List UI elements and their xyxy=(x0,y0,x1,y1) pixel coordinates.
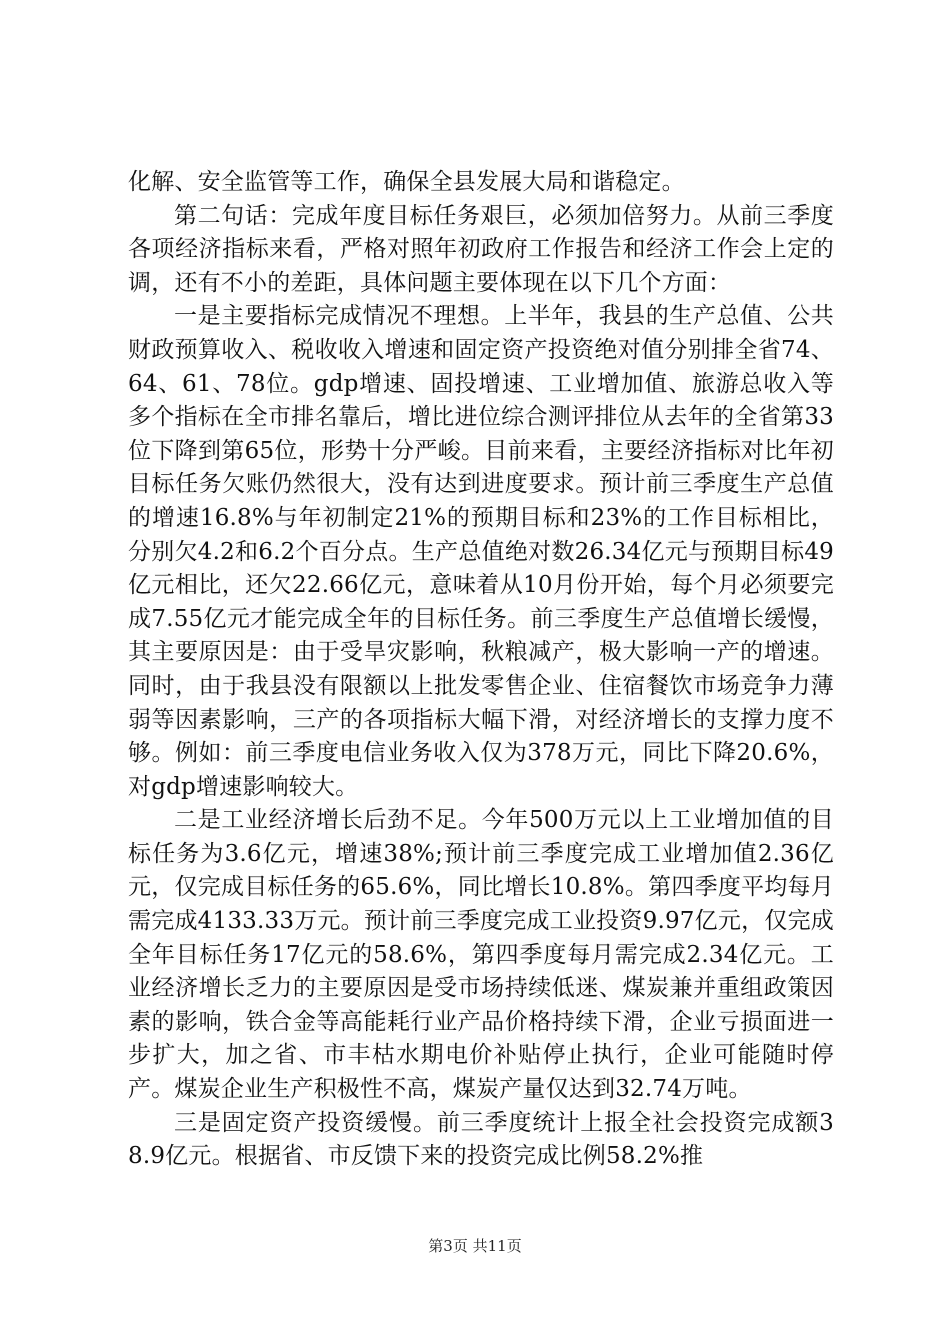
paragraph-continuation: 化解、安全监管等工作，确保全县发展大局和谐稳定。 xyxy=(128,169,685,195)
paragraph-point-two: 二是工业经济增长后劲不足。今年500万元以上工业增加值的目标任务为3.6亿元，增速38%;预计前三季度完成工业增加值2.36亿元，仅完成目标任务的65.6%，同比增长10.8%。第四季度平均每月需完成4133.33万元。预计前三季度完成工业投资9.97亿元，仅完成全年目标任务17亿元的58.6%，第四季度每月需完成2.34亿元。工业经济增长乏力的主要原因是受市场持续低迷、煤炭兼并重组政策因素的影响，铁合金等高能耗行业产品价格持续下滑，企业亏损面进一步扩大，加之省、市丰枯水期电价补贴停止执行，企业可能随时停产。煤炭企业生产积极性不高，煤炭产量仅达到32.74万吨。 xyxy=(128,807,834,1103)
paragraph-second-sentence: 第二句话：完成年度目标任务艰巨，必须加倍努力。从前三季度各项经济指标来看，严格对照年初政府工作报告和经济工作会上定的调，还有不小的差距，具体问题主要体现在以下几个方面： xyxy=(128,202,834,296)
page-footer: 第3页 共11页 xyxy=(428,1237,522,1255)
paragraph-point-three: 三是固定资产投资缓慢。前三季度统计上报全社会投资完成额38.9亿元。根据省、市反馈下来的投资完成比例58.2%推 xyxy=(128,1109,834,1170)
body-text xyxy=(128,166,834,1174)
paragraph-point-one: 一是主要指标完成情况不理想。上半年，我县的生产总值、公共财政预算收入、税收收入增速和固定资产投资绝对值分别排全省74、64、61、78位。gdp增速、固投增速、工业增加值、旅游总收入等多个指标在全市排名靠后，增比进位综合测评排位从去年的全省第33位下降到第65位，形势十分严峻。目前来看，主要经济指标对比年初目标任务欠账仍然很大，没有达到进度要求。预计前三季度生产总值的增速16.8%与年初制定21%的预期目标和23%的工作目标相比，分别欠4.2和6.2个百分点。生产总值绝对数26.34亿元与预期目标49亿元相比，还欠22.66亿元，意味着从10月份开始，每个月必须要完成7.55亿元才能完成全年的目标任务。前三季度生产总值增长缓慢，其主要原因是：由于受旱灾影响，秋粮减产，极大影响一产的增速。同时，由于我县没有限额以上批发零售企业、住宿餐饮市场竞争力薄弱等因素影响，三产的各项指标大幅下滑，对经济增长的支撑力度不够。例如：前三季度电信业务收入仅为378万元，同比下降20.6%，对gdp增速影响较大。 xyxy=(128,303,834,800)
